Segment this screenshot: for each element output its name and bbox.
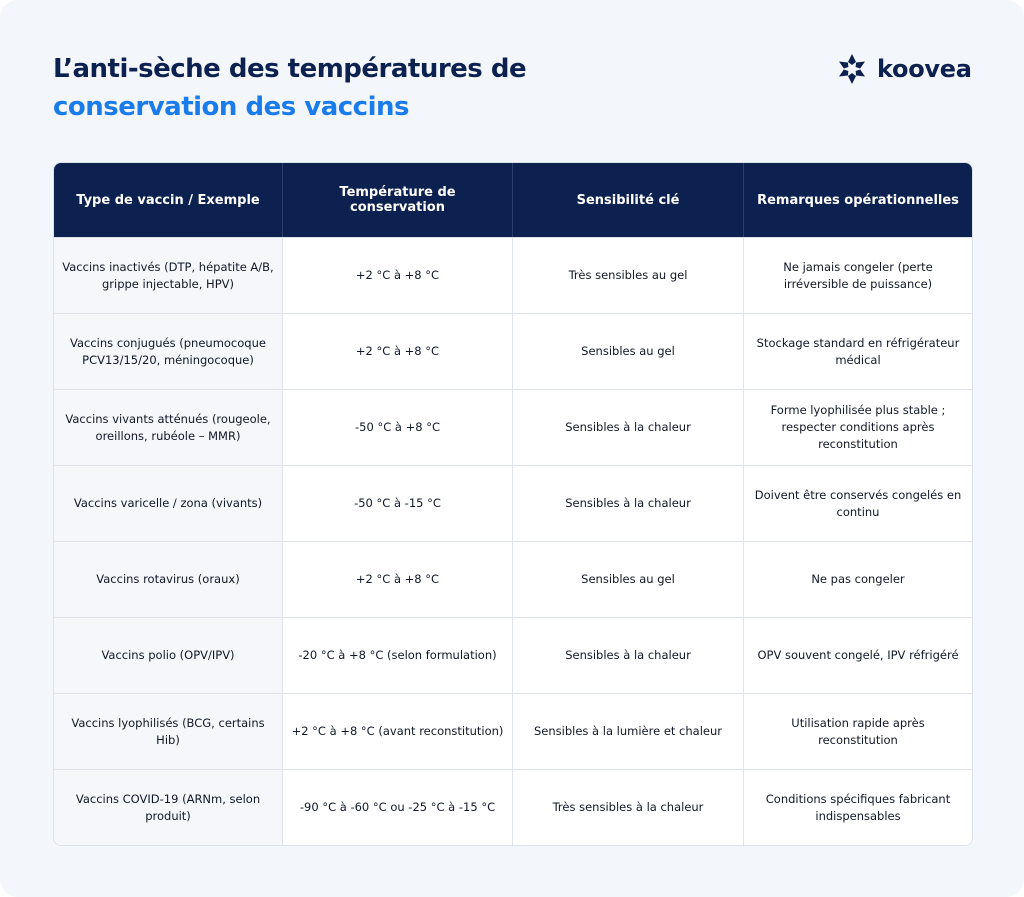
cell-temperature: +2 °C à +8 °C xyxy=(282,541,512,617)
table-row xyxy=(54,389,972,465)
cell-temperature: -50 °C à -15 °C xyxy=(282,465,512,541)
koovea-logo xyxy=(836,52,972,86)
cell-remarks: Forme lyophilisée plus stable ; respecter conditions après reconstitution xyxy=(743,389,972,465)
table-row xyxy=(54,541,972,617)
table-row xyxy=(54,237,972,313)
cell-vaccine-type: Vaccins polio (OPV/IPV) xyxy=(54,617,282,693)
cell-temperature: +2 °C à +8 °C xyxy=(282,237,512,313)
column-header-remarks: Remarques opérationnelles xyxy=(743,163,972,237)
column-header-temperature: Température de conservation xyxy=(282,163,512,237)
cell-vaccine-type: Vaccins lyophilisés (BCG, certains Hib) xyxy=(54,693,282,769)
cell-temperature: -90 °C à -60 °C ou -25 °C à -15 °C xyxy=(282,769,512,845)
page-title xyxy=(53,50,526,126)
table-row xyxy=(54,313,972,389)
cell-remarks: Ne jamais congeler (perte irréversible de puissance) xyxy=(743,237,972,313)
column-header-sensitivity: Sensibilité clé xyxy=(512,163,743,237)
cell-remarks: OPV souvent congelé, IPV réfrigéré xyxy=(743,617,972,693)
cell-sensitivity: Sensibles à la chaleur xyxy=(512,389,743,465)
table-row xyxy=(54,693,972,769)
cell-vaccine-type: Vaccins vivants atténués (rougeole, oreillons, rubéole – MMR) xyxy=(54,389,282,465)
cell-sensitivity: Sensibles à la lumière et chaleur xyxy=(512,693,743,769)
cell-temperature: +2 °C à +8 °C (avant reconstitution) xyxy=(282,693,512,769)
cell-vaccine-type: Vaccins varicelle / zona (vivants) xyxy=(54,465,282,541)
cell-remarks: Stockage standard en réfrigérateur médical xyxy=(743,313,972,389)
title-line-2: conservation des vaccins xyxy=(53,92,409,122)
cell-temperature: +2 °C à +8 °C xyxy=(282,313,512,389)
cell-vaccine-type: Vaccins inactivés (DTP, hépatite A/B, grippe injectable, HPV) xyxy=(54,237,282,313)
table-row xyxy=(54,617,972,693)
cell-temperature: -50 °C à +8 °C xyxy=(282,389,512,465)
cell-sensitivity: Sensibles à la chaleur xyxy=(512,465,743,541)
cell-remarks: Doivent être conservés congelés en continu xyxy=(743,465,972,541)
cell-remarks: Ne pas congeler xyxy=(743,541,972,617)
cell-vaccine-type: Vaccins conjugués (pneumocoque PCV13/15/20, méningocoque) xyxy=(54,313,282,389)
table-row xyxy=(54,769,972,845)
table-row xyxy=(54,465,972,541)
column-header-vaccine-type: Type de vaccin / Exemple xyxy=(54,163,282,237)
cell-remarks: Conditions spécifiques fabricant indispensables xyxy=(743,769,972,845)
table-header-row xyxy=(54,163,972,237)
cell-sensitivity: Très sensibles à la chaleur xyxy=(512,769,743,845)
cell-remarks: Utilisation rapide après reconstitution xyxy=(743,693,972,769)
title-line-1: L’anti-sèche des températures de xyxy=(53,54,527,84)
cell-vaccine-type: Vaccins COVID-19 (ARNm, selon produit) xyxy=(54,769,282,845)
logo-wordmark: koovea xyxy=(877,55,972,83)
cell-temperature: -20 °C à +8 °C (selon formulation) xyxy=(282,617,512,693)
cell-vaccine-type: Vaccins rotavirus (oraux) xyxy=(54,541,282,617)
cell-sensitivity: Sensibles au gel xyxy=(512,541,743,617)
cell-sensitivity: Très sensibles au gel xyxy=(512,237,743,313)
vaccine-temperature-table xyxy=(53,162,973,846)
cell-sensitivity: Sensibles au gel xyxy=(512,313,743,389)
cell-sensitivity: Sensibles à la chaleur xyxy=(512,617,743,693)
koovea-snowflake-logo-icon xyxy=(836,53,868,85)
